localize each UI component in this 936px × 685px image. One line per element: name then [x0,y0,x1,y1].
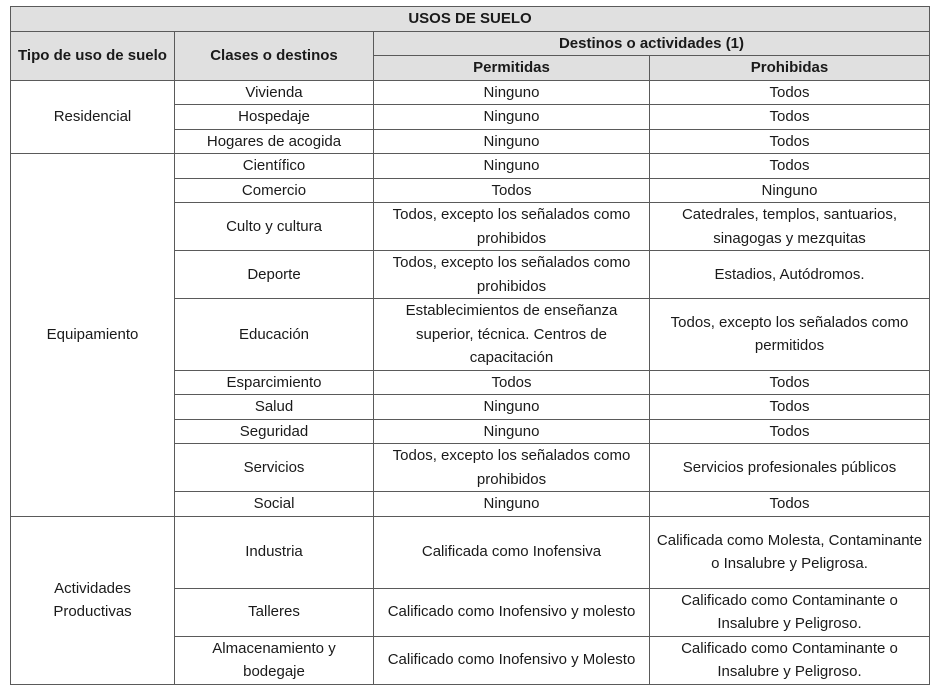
tipo-cell: Equipamiento [11,154,175,517]
header-destinos: Destinos o actividades (1) [374,31,930,56]
clase-cell: Salud [175,395,374,420]
prohibidas-cell: Todos [650,370,930,395]
header-clases: Clases o destinos [175,31,374,80]
prohibidas-cell: Todos [650,105,930,130]
clase-cell: Almacenamiento y bodegaje [175,636,374,684]
permitidas-cell: Todos [374,370,650,395]
prohibidas-cell: Todos [650,419,930,444]
permitidas-cell: Ninguno [374,105,650,130]
prohibidas-cell: Calificado como Contaminante o Insalubre y Peligroso. [650,588,930,636]
table-title: USOS DE SUELO [11,7,930,32]
permitidas-cell: Ninguno [374,129,650,154]
table-row [11,154,930,179]
permitidas-cell: Ninguno [374,395,650,420]
clase-cell: Seguridad [175,419,374,444]
permitidas-cell: Ninguno [374,419,650,444]
clase-cell: Talleres [175,588,374,636]
prohibidas-cell: Servicios profesionales públicos [650,444,930,492]
clase-cell: Educación [175,299,374,371]
permitidas-cell: Ninguno [374,80,650,105]
tipo-cell: Residencial [11,80,175,154]
clase-cell: Comercio [175,178,374,203]
table-row [11,516,930,588]
header-tipo: Tipo de uso de suelo [11,31,175,80]
prohibidas-cell: Todos, excepto los señalados como permitidos [650,299,930,371]
permitidas-cell: Calificado como Inofensivo y molesto [374,588,650,636]
prohibidas-cell: Todos [650,492,930,517]
prohibidas-cell: Estadios, Autódromos. [650,251,930,299]
clase-cell: Esparcimiento [175,370,374,395]
permitidas-cell: Ninguno [374,154,650,179]
permitidas-cell: Ninguno [374,492,650,517]
prohibidas-cell: Todos [650,129,930,154]
prohibidas-cell: Todos [650,154,930,179]
permitidas-cell: Todos, excepto los señalados como prohibidos [374,444,650,492]
prohibidas-cell: Calificada como Molesta, Contaminante o Insalubre y Peligrosa. [650,516,930,588]
tipo-cell: Actividades Productivas [11,516,175,684]
prohibidas-cell: Calificado como Contaminante o Insalubre y Peligroso. [650,636,930,684]
land-use-table-container [10,6,930,685]
permitidas-cell: Establecimientos de enseñanza superior, técnica. Centros de capacitación [374,299,650,371]
clase-cell: Industria [175,516,374,588]
prohibidas-cell: Todos [650,395,930,420]
clase-cell: Social [175,492,374,517]
clase-cell: Hospedaje [175,105,374,130]
land-use-table [10,6,930,685]
permitidas-cell: Todos [374,178,650,203]
prohibidas-cell: Catedrales, templos, santuarios, sinagogas y mezquitas [650,203,930,251]
permitidas-cell: Todos, excepto los señalados como prohibidos [374,203,650,251]
clase-cell: Hogares de acogida [175,129,374,154]
prohibidas-cell: Ninguno [650,178,930,203]
header-permitidas: Permitidas [374,56,650,81]
header-prohibidas: Prohibidas [650,56,930,81]
permitidas-cell: Calificado como Inofensivo y Molesto [374,636,650,684]
prohibidas-cell: Todos [650,80,930,105]
clase-cell: Servicios [175,444,374,492]
permitidas-cell: Todos, excepto los señalados como prohibidos [374,251,650,299]
clase-cell: Científico [175,154,374,179]
clase-cell: Vivienda [175,80,374,105]
clase-cell: Culto y cultura [175,203,374,251]
permitidas-cell: Calificada como Inofensiva [374,516,650,588]
table-row [11,80,930,105]
clase-cell: Deporte [175,251,374,299]
